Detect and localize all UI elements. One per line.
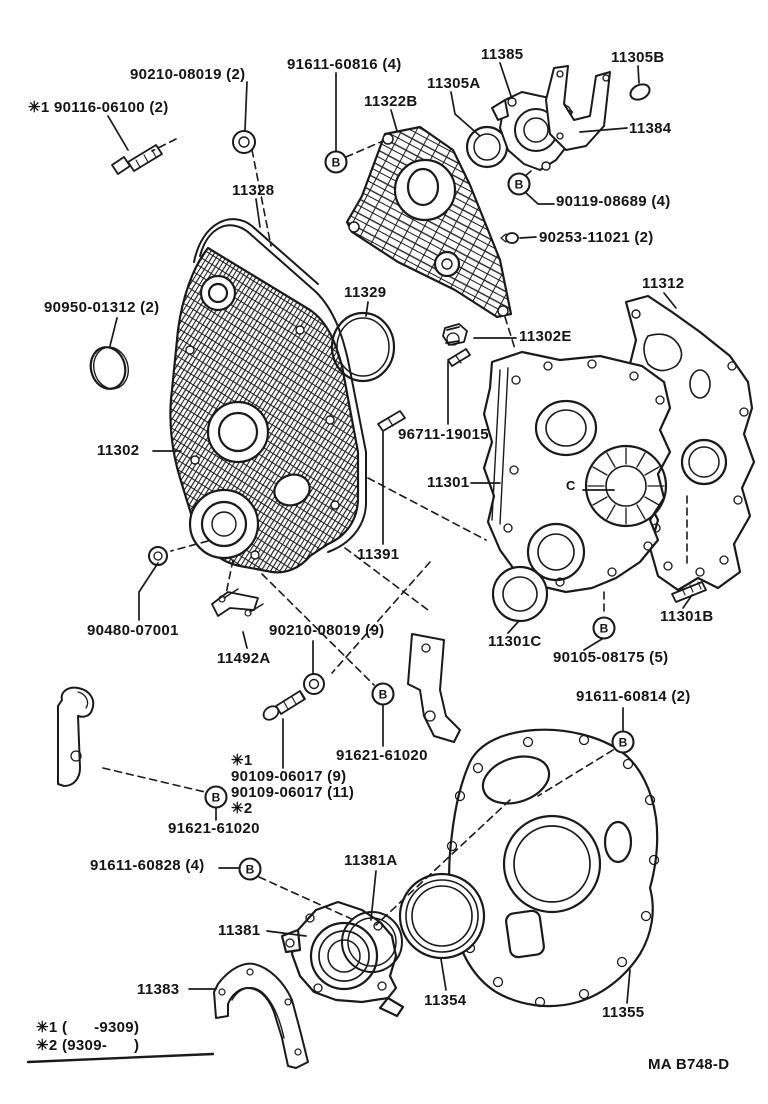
washer-90210-9-drawing	[304, 674, 324, 694]
seal-11301c-drawing	[493, 567, 547, 621]
footnote-line-2: ✳2 (9309- )	[36, 1037, 140, 1054]
bolt-callout-letter: B	[245, 862, 255, 877]
part-label-11385: 11385	[481, 46, 524, 63]
part-label-11302e: 11302E	[519, 328, 572, 345]
part-label-11329: 11329	[344, 284, 387, 301]
bolt-callout-icon	[373, 684, 394, 705]
part-label-96711-19015: 96711-19015	[398, 426, 489, 443]
part-label-11305b: 11305B	[611, 49, 665, 66]
part-label-11355: 11355	[602, 1004, 645, 1021]
part-label-11301c: 11301C	[488, 633, 542, 650]
part-label-90480-07001: 90480-07001	[87, 622, 179, 639]
bolt-90109-drawing	[261, 691, 305, 723]
part-label-90210-08019-x9: 90210-08019 (9)	[269, 622, 385, 639]
bolt-callout-icon	[206, 787, 227, 808]
oring-11329-drawing	[332, 313, 394, 381]
cylinder-block-11301-drawing	[484, 352, 670, 592]
drawing-code: MA B748-D	[648, 1056, 730, 1073]
bracket-11384-drawing	[546, 66, 610, 150]
gasket-11383-drawing	[214, 964, 308, 1068]
part-label-90253-11021: 90253-11021 (2)	[539, 229, 654, 246]
part-label-11302: 11302	[97, 442, 140, 459]
part-label-91611-60814: 91611-60814 (2)	[576, 688, 691, 705]
part-label-11381: 11381	[218, 922, 261, 939]
bolt-callout-letter: B	[211, 790, 221, 805]
timing-cover-11302-drawing	[170, 248, 358, 572]
bolt-callout-icon	[240, 859, 261, 880]
clamp-11492a-drawing	[212, 589, 263, 616]
pin-96711-drawing	[448, 349, 470, 366]
part-label-11391: 11391	[357, 546, 400, 563]
part-label-90210-08019-x2: 90210-08019 (2)	[130, 66, 246, 83]
part-label-11301b: 11301B	[660, 608, 714, 625]
part-label-11312: 11312	[642, 275, 685, 292]
bolt-callout-letter: B	[331, 155, 341, 170]
part-label-90950-01312: 90950-01312 (2)	[44, 299, 160, 316]
rear-plate-11355-drawing	[448, 730, 659, 1007]
bracket-91621-right-drawing	[408, 634, 460, 742]
bolt-callout-icon	[326, 152, 347, 173]
part-label-11354: 11354	[424, 992, 467, 1009]
bolt-callout-letter: B	[618, 735, 628, 750]
part-label-90109-06017-x11: 90109-06017 (11)	[231, 784, 355, 801]
bolt-callout-icon	[509, 174, 530, 195]
bolt-callout-letter: B	[514, 177, 524, 192]
footnote-mark-2: ✳2	[231, 800, 253, 817]
part-label-11305a: 11305A	[427, 75, 481, 92]
part-label-11328: 11328	[232, 182, 275, 199]
bolt-callout-letter: B	[599, 621, 609, 636]
part-label-90105-08175: 90105-08175 (5)	[553, 649, 669, 666]
footnote-line-1: ✳1 ( -9309)	[36, 1019, 140, 1036]
bracket-91621-left-drawing	[58, 688, 93, 786]
part-label-91621-61020-right: 91621-61020	[336, 747, 428, 764]
part-label-91621-61020-left: 91621-61020	[168, 820, 260, 837]
plug-90253-drawing	[501, 233, 518, 243]
bolt-callout-icon	[613, 732, 634, 753]
footnote-mark-1: ✳1	[231, 752, 253, 769]
section-mark-c: C	[566, 478, 576, 493]
plug-11305b-drawing	[628, 81, 652, 102]
part-label-91611-60816: 91611-60816 (4)	[287, 56, 402, 73]
seal-11354-drawing	[400, 874, 484, 958]
part-label-11383: 11383	[137, 981, 180, 998]
retainer-11381-drawing	[282, 902, 403, 1016]
bolt-callout-letter: B	[378, 687, 388, 702]
part-label-11384: 11384	[629, 120, 672, 137]
part-label-11492a: 11492A	[217, 650, 271, 667]
part-label-91611-60828: 91611-60828 (4)	[90, 857, 205, 874]
plug-90950-drawing	[86, 344, 132, 393]
part-label-11301: 11301	[427, 474, 470, 491]
bolt-callout-icon	[594, 618, 615, 639]
part-label-90119-08689: 90119-08689 (4)	[556, 193, 671, 210]
part-label-90109-06017-x9: 90109-06017 (9)	[231, 768, 347, 785]
part-label-11381a: 11381A	[344, 852, 398, 869]
part-label-11322b: 11322B	[364, 93, 418, 110]
plug-11302e-drawing	[443, 324, 467, 345]
part-label-90116-06100: ✳1 90116-06100 (2)	[28, 99, 169, 116]
